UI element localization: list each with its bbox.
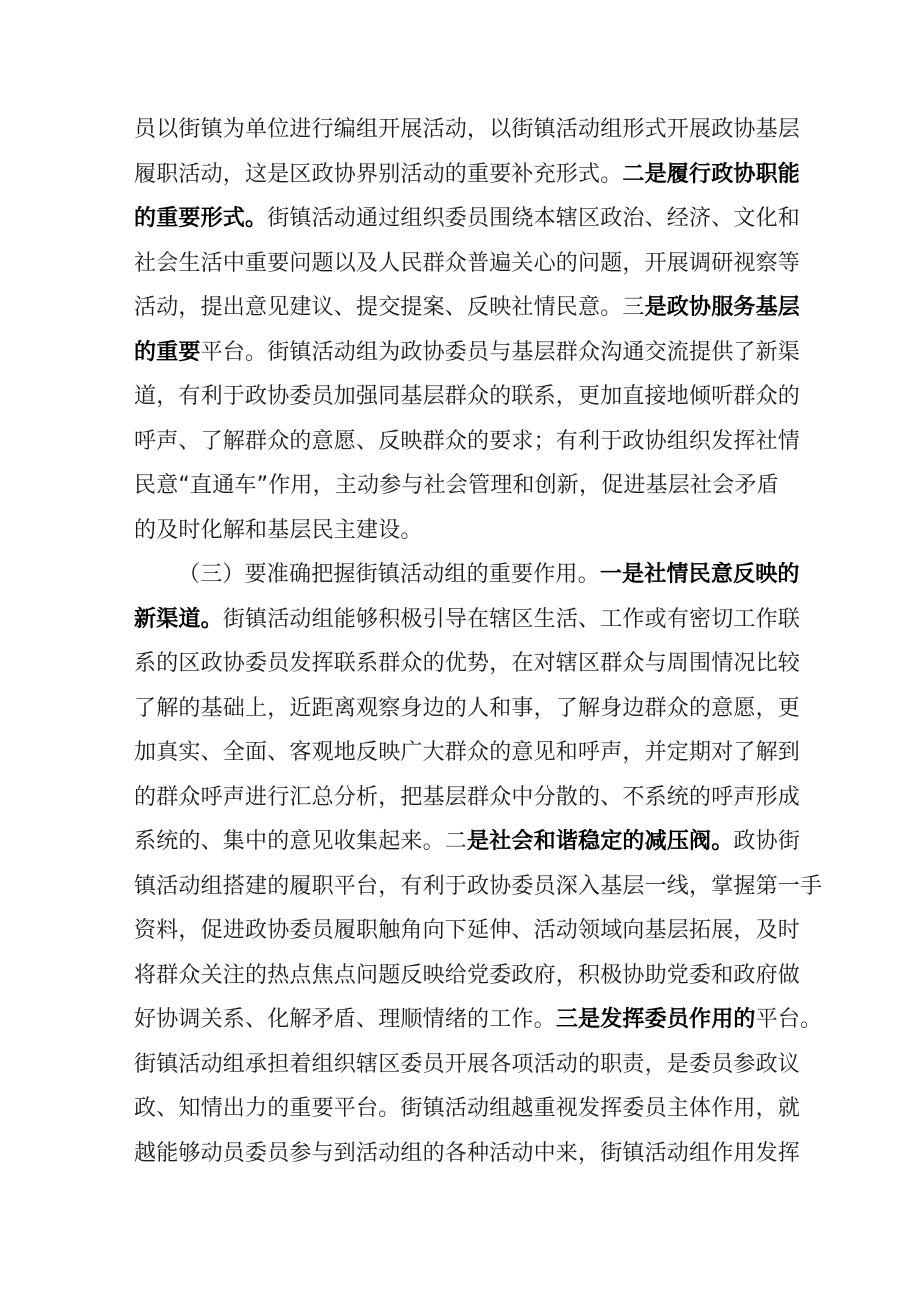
text-segment: 系的区政协委员发挥联系群众的优势，在对辖区群众与周围情况比较: [134, 651, 801, 676]
text-segment: 履职活动，这是区政协界别活动的重要补充形式。: [134, 161, 623, 187]
text-segment: 平台。: [755, 1007, 823, 1032]
bold-text-segment: 三是发挥委员作用的: [555, 1007, 756, 1032]
text-segment: 的群众呼声进行汇总分析，把基层群众中分散的、不系统的呼声形成: [134, 784, 801, 810]
text-segment: 政协街: [733, 829, 801, 854]
text-segment: 加真实、全面、客观地反映广大群众的意见和呼声，并定期对了解到: [134, 740, 801, 765]
text-segment: 道，有利于政协委员加强同基层群众的联系，更加直接地倾听群众的: [134, 384, 801, 409]
text-line: [134, 197, 801, 242]
bold-text-segment: 的重要: [134, 339, 201, 365]
text-line: [134, 954, 801, 999]
text-line: [134, 509, 796, 554]
text-line: [134, 820, 801, 865]
text-line: [134, 642, 801, 687]
text-line: [134, 108, 801, 153]
bold-text-segment: 二是履行政协职能: [622, 161, 801, 187]
text-segment: 好协调关系、化解矛盾、理顺情绪的工作。: [134, 1007, 556, 1032]
text-segment: 员以街镇为单位进行编组开展活动，以街镇活动组形式开展政协基层: [134, 117, 801, 142]
bold-text-segment: 新渠道。: [134, 606, 223, 632]
text-line: [134, 865, 823, 910]
text-line: [134, 1087, 801, 1132]
text-line: [134, 464, 796, 509]
text-line: [134, 1043, 801, 1088]
bold-text-segment: 一是社情民意反映的: [599, 562, 800, 587]
text-line: [134, 776, 801, 821]
text-segment: 街镇活动通过组织委员围绕本辖区政治、经济、文化和: [267, 206, 801, 231]
text-segment: 资料，促进政协委员履职触角向下延伸、活动领域向基层拓展，及时: [134, 918, 801, 943]
text-line: [134, 242, 801, 287]
text-segment: 街镇活动组能够积极引导在辖区生活、工作或有密切工作联: [222, 606, 801, 632]
text-segment: 活动，提出意见建议、提交提案、反映社情民意。三: [134, 295, 645, 320]
body-text: [134, 108, 823, 1176]
text-line: [134, 286, 801, 331]
text-segment: 了解的基础上，近距离观察身边的人和事，了解身边群众的意愿，更: [134, 695, 801, 721]
text-segment: 镇活动组搭建的履职平台，有利于政协委员深入基层一线，掌握第一手: [134, 873, 823, 899]
text-segment: 系统的、集中的意见收集起来。二: [134, 829, 468, 854]
text-line: [134, 731, 801, 776]
text-segment: 的及时化解和基层民主建设。: [134, 517, 423, 543]
text-segment: 将群众关注的热点焦点问题反映给党委政府，积极协助党委和政府做: [134, 962, 801, 988]
text-line: [134, 998, 823, 1043]
text-segment: 社会生活中重要问题以及人民群众普遍关心的问题，开展调研视察等: [134, 250, 801, 276]
text-line: [134, 331, 801, 376]
text-line: [134, 375, 801, 420]
text-segment: 呼声、了解群众的意愿、反映群众的要求；有利于政协组织发挥社情: [134, 428, 801, 454]
bold-text-segment: 是社会和谐稳定的减压阀。: [467, 829, 734, 854]
text-line: [134, 153, 801, 198]
bold-text-segment: 是政协服务基层: [644, 295, 801, 320]
text-line: [134, 598, 801, 643]
text-segment: （三）要准确把握街镇活动组的重要作用。: [178, 562, 600, 587]
text-segment: 越能够动员委员参与到活动组的各种活动中来，街镇活动组作用发挥: [134, 1140, 801, 1166]
text-line: [134, 1132, 801, 1177]
text-segment: 民意“直通车”作用，主动参与社会管理和创新，促进基层社会矛盾: [134, 473, 779, 498]
text-line: [134, 553, 800, 598]
text-line: [134, 420, 801, 465]
text-segment: 街镇活动组承担着组织辖区委员开展各项活动的职责，是委员参政议: [134, 1051, 801, 1077]
text-line: [134, 909, 801, 954]
text-segment: 平台。街镇活动组为政协委员与基层群众沟通交流提供了新渠: [200, 339, 801, 365]
bold-text-segment: 的重要形式。: [134, 206, 268, 231]
text-line: [134, 687, 801, 732]
text-segment: 政、知情出力的重要平台。街镇活动组越重视发挥委员主体作用，就: [134, 1096, 801, 1121]
